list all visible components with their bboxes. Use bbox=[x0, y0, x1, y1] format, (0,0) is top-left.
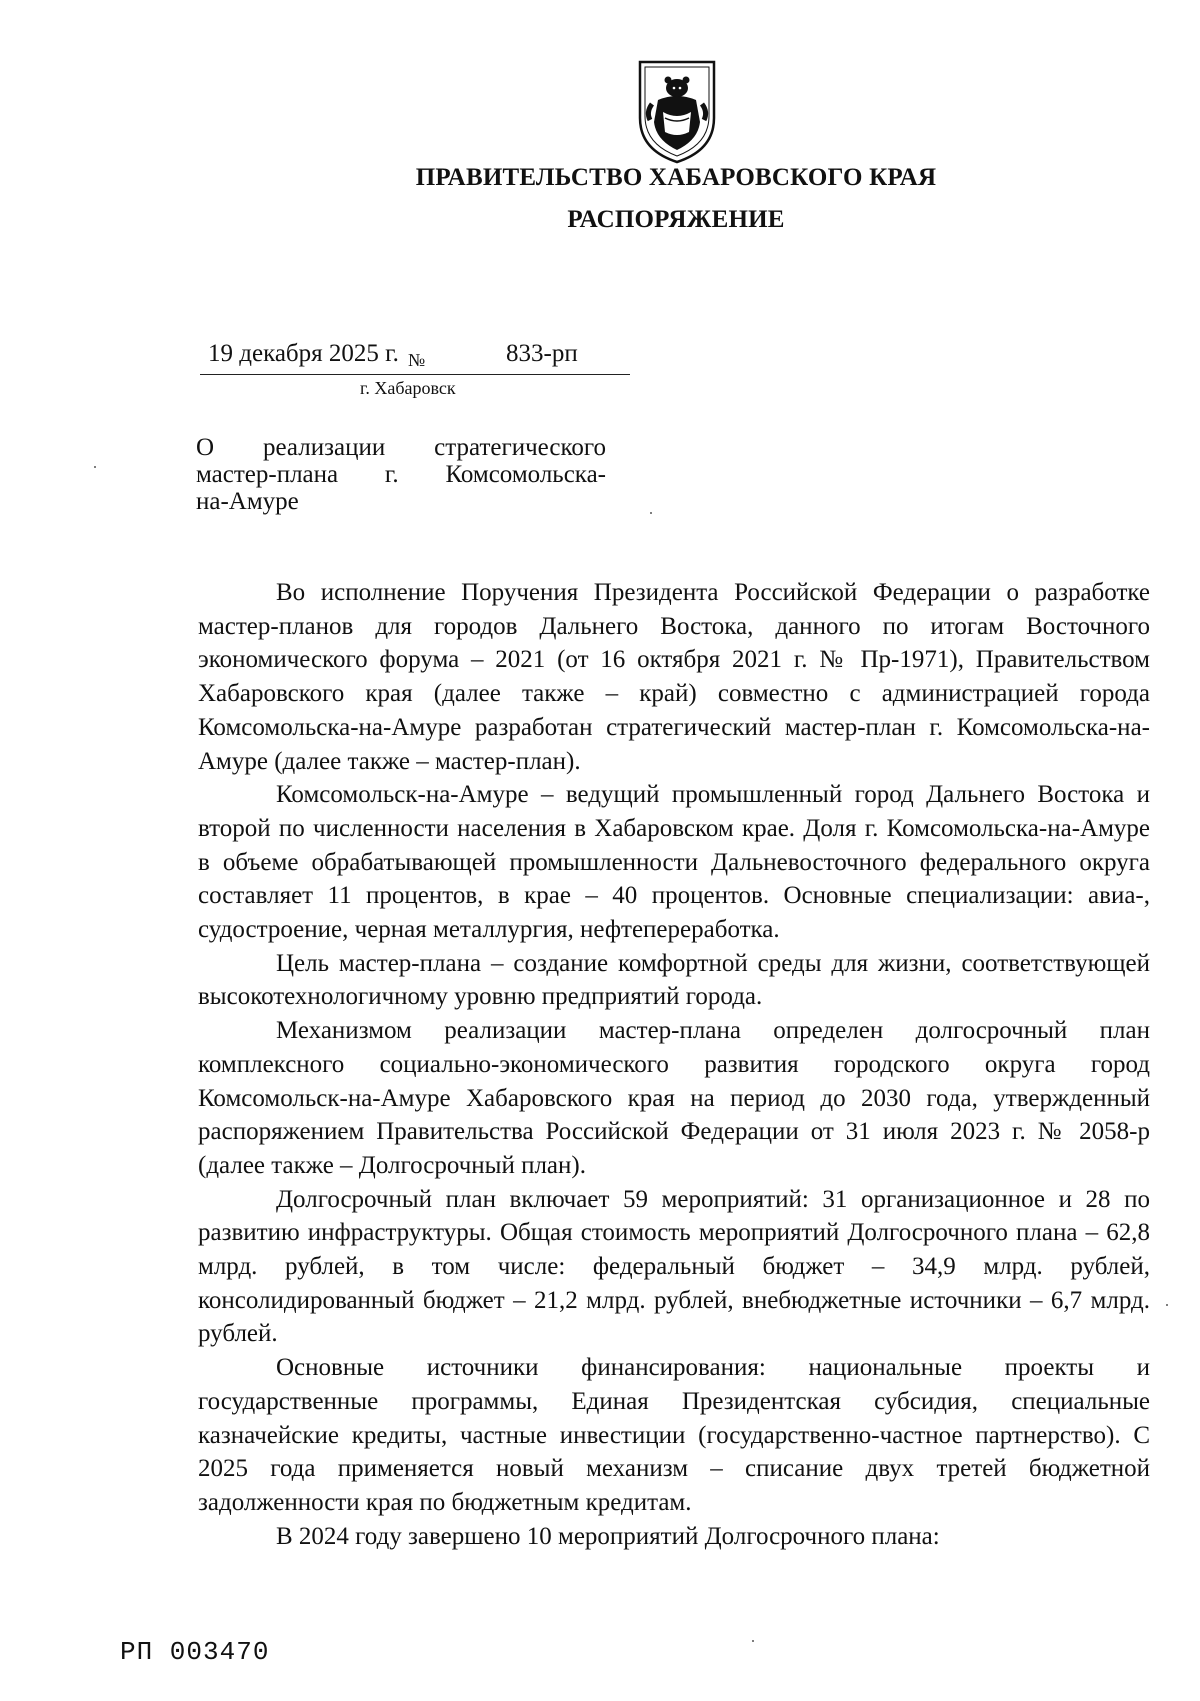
body-paragraph: Долгосрочный план включает 59 мероприятий: 31 организационное и 28 по развитию инфраструктуры. Общая стоимость мероприятий Долгосрочного плана – 62,8 млрд. рублей, в том числе: федеральный бюджет – 34,9 млрд. рублей, консолидированный бюджет – 21,2 млрд. рублей, внебюджетные источники – 6,7 млрд. рублей. bbox=[198, 1185, 1150, 1348]
body-paragraph: Цель мастер-плана – создание комфортной среды для жизни, соответствующей высокотехнологичному уровню предприятий города. bbox=[198, 949, 1150, 1011]
document-type-title: РАСПОРЯЖЕНИЕ bbox=[567, 206, 785, 233]
body-paragraph: В 2024 году завершено 10 мероприятий Долгосрочного плана: bbox=[276, 1522, 940, 1550]
body-paragraph: Комсомольск-на-Амуре – ведущий промышленный город Дальнего Востока и второй по численности населения в Хабаровском крае. Доля г. Комсомольска-на-Амуре в объеме обрабатывающей промышленности Дальневосточного федерального округа составляет 11 процентов, в крае – 40 процентов. Основные специализации: авиа-, судостроение, черная металлургия, нефтепереработка. bbox=[198, 781, 1150, 944]
scan-speck bbox=[650, 512, 652, 514]
document-subject bbox=[196, 434, 606, 515]
document-city: г. Хабаровск bbox=[360, 378, 456, 398]
subject-line: О реализации стратегического bbox=[196, 434, 606, 461]
body-paragraph: Основные источники финансирования: национальные проекты и государственные программы, Единая Президентская субсидия, специальные казначейские кредиты, частные инвестиции (государственно-частное партнерство). С 2025 года применяется новый механизм – списание двух третей бюджетной задолженности края по бюджетным кредитам. bbox=[198, 1354, 1150, 1516]
scan-speck bbox=[752, 1640, 754, 1642]
coat-of-arms-icon bbox=[634, 58, 720, 166]
document-number: 833-рп bbox=[506, 340, 578, 367]
document-requisites bbox=[200, 340, 630, 375]
form-code: РП 003470 bbox=[120, 1637, 270, 1667]
scan-speck bbox=[94, 466, 96, 468]
scan-speck bbox=[1166, 1304, 1168, 1306]
document-body bbox=[198, 576, 1150, 1553]
body-paragraph: Механизмом реализации мастер-плана определен долгосрочный план комплексного социально-экономического развития городского округа город Комсомольск-на-Амуре Хабаровского края на период до 2030 года, утвержденный распоряжением Правительства Российской Федерации от 31 июля 2023 г. № 2058-р (далее также – Долгосрочный план). bbox=[198, 1017, 1150, 1179]
subject-line: мастер-плана г. Комсомольска- bbox=[196, 461, 606, 488]
organization-title: ПРАВИТЕЛЬСТВО ХАБАРОВСКОГО КРАЯ bbox=[415, 164, 937, 191]
number-sign: № bbox=[408, 350, 426, 370]
document-date: 19 декабря 2025 г. bbox=[208, 340, 399, 367]
subject-line: на-Амуре bbox=[196, 488, 299, 515]
body-paragraph: Во исполнение Поручения Президента Российской Федерации о разработке мастер-планов для городов Дальнего Востока, данного по итогам Восточного экономического форума – 2021 (от 16 октября 2021 г. № Пр-1971), Правительством Хабаровского края (далее также – край) совместно с администрацией города Комсомольска-на-Амуре разработан стратегический мастер-план г. Комсомольска-на-Амуре (далее также – мастер-план). bbox=[198, 579, 1150, 775]
